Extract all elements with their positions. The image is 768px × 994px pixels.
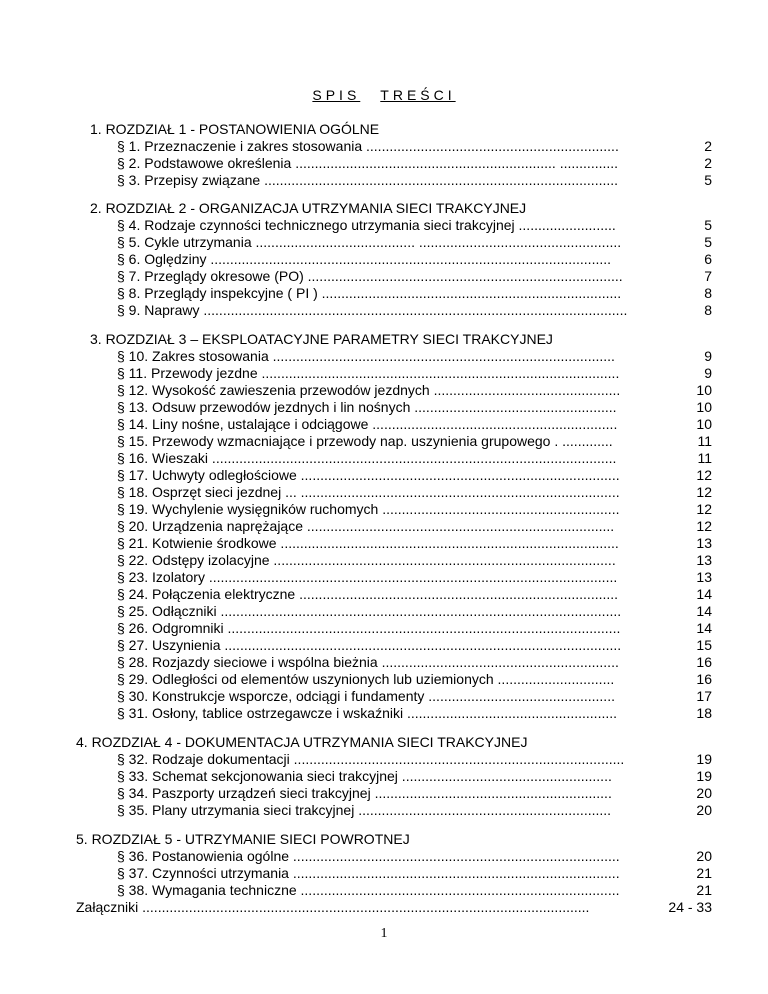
toc-entry <box>117 416 712 433</box>
toc-entry-text: § 11. Przewody jezdne ............................................................................................ <box>117 365 620 381</box>
toc-entry-page: 20 <box>696 802 712 818</box>
toc-entry-text: § 5. Cykle utrzymania ......................................... .................................................... <box>117 234 622 250</box>
chapter-heading: 2. ROZDZIAŁ 2 - ORGANIZACJA UTRZYMANIA SIECI TRAKCYJNEJ <box>90 200 527 216</box>
toc-entry-page: 20 <box>696 785 712 801</box>
toc-entry-page: 9 <box>704 365 712 381</box>
toc-entry-text: § 31. Osłony, tablice ostrzegawcze i wskaźniki ...................................................... <box>117 705 618 721</box>
toc-entry-page: 19 <box>696 751 712 767</box>
toc-entry <box>117 484 712 501</box>
toc-entry <box>117 637 712 654</box>
toc-entry-text: § 19. Wychylenie wysięgników ruchomych ............................................................. <box>117 501 620 517</box>
chapter-heading: 5. ROZDZIAŁ 5 - UTRZYMANIE SIECI POWROTNEJ <box>76 831 410 847</box>
toc-entry <box>117 302 712 319</box>
toc-entry-text: § 28. Rozjazdy sieciowe i wspólna bieżnia ............................................................. <box>117 654 619 670</box>
toc-entry-text: § 12. Wysokość zawieszenia przewodów jezdnych ................................................ <box>117 382 621 398</box>
toc-entry <box>117 518 712 535</box>
toc-entry <box>117 751 712 768</box>
toc-entry-text: § 30. Konstrukcje wsporcze, odciągi i fundamenty ................................................ <box>117 688 615 704</box>
toc-entry-page: 10 <box>696 382 712 398</box>
toc-entry <box>117 172 712 189</box>
title-word-1: SPIS <box>312 87 361 103</box>
toc-entry-page: 7 <box>704 268 712 284</box>
toc-entry-page: 5 <box>704 234 712 250</box>
toc-entry-text: § 35. Plany utrzymania sieci trakcyjnej ................................................................. <box>117 802 612 818</box>
toc-entry <box>117 620 712 637</box>
toc-entry-page: 11 <box>697 433 712 449</box>
toc-entry-text: § 21. Kotwienie środkowe ....................................................................................... <box>117 535 619 551</box>
toc-entry-page: 16 <box>696 654 712 670</box>
toc-entry <box>117 785 712 802</box>
toc-entry-page: 18 <box>696 705 712 721</box>
toc-entry-page: 11 <box>697 450 712 466</box>
toc-entry-page: 14 <box>696 586 712 602</box>
toc-entry-text: § 1. Przeznaczenie i zakres stosowania ................................................................. <box>117 138 619 154</box>
toc-entry-text: § 9. Naprawy ............................................................................................................. <box>117 302 628 318</box>
toc-entry-text: § 2. Podstawowe określenia ................................................................... ............... <box>117 155 619 171</box>
toc-entry-text: § 33. Schemat sekcjonowania sieci trakcyjnej ...................................................... <box>117 768 612 784</box>
toc-entry-text: § 18. Osprzęt sieci jezdnej ... .................................................................................. <box>117 484 620 500</box>
toc-entry-page: 20 <box>696 848 712 864</box>
toc-entry-text: § 7. Przeglądy okresowe (PO) ................................................................................. <box>117 268 623 284</box>
toc-entry <box>117 217 712 234</box>
toc-entry-text: § 20. Urządzenia naprężające ............................................................................... <box>117 518 615 534</box>
toc-entry <box>117 688 712 705</box>
toc-entry-page: 19 <box>696 768 712 784</box>
toc-entry-page: 2 <box>704 155 712 171</box>
toc-entry <box>117 671 712 688</box>
toc-entry-text: § 32. Rodzaje dokumentacji ..................................................................................... <box>117 751 625 767</box>
toc-entry <box>117 365 712 382</box>
toc-entry-page: 5 <box>704 172 712 188</box>
toc-entry <box>117 552 712 569</box>
toc-entry-text: § 36. Postanowienia ogólne .................................................................................... <box>117 848 620 864</box>
toc-entry-text: § 38. Wymagania techniczne .................................................................................. <box>117 882 620 898</box>
toc-entry-page: 8 <box>704 285 712 301</box>
toc-entry-text: § 14. Liny nośne, ustalające i odciągowe ............................................................... <box>117 416 618 432</box>
toc-entry-page: 13 <box>696 552 712 568</box>
toc-entry-page: 12 <box>696 518 712 534</box>
toc-entry-text: § 26. Odgromniki ..................................................................................................... <box>117 620 621 636</box>
toc-entry-page: 9 <box>704 348 712 364</box>
toc-entry-text: § 34. Paszporty urządzeń sieci trakcyjnej ............................................................. <box>117 785 612 801</box>
toc-entry <box>117 268 712 285</box>
toc-entry-text: § 10. Zakres stosowania ........................................................................................ <box>117 348 615 364</box>
toc-entry-text: § 17. Uchwyty odległościowe .................................................................................. <box>117 467 620 483</box>
toc-entry-page: 10 <box>696 399 712 415</box>
toc-entry <box>117 399 712 416</box>
toc-entry <box>117 654 712 671</box>
toc-entry-text: § 22. Odstępy izolacyjne ........................................................................................ <box>117 552 616 568</box>
toc-entry-text: § 3. Przepisy związane ........................................................................................... <box>117 172 619 188</box>
toc-entry-text: § 16. Wieszaki ........................................................................................................ <box>117 450 617 466</box>
toc-entry <box>117 705 712 722</box>
toc-entry <box>117 285 712 302</box>
toc-entry-text: § 27. Uszynienia ...................................................................................................... <box>117 637 622 653</box>
appendix-entry-page: 24 - 33 <box>668 899 712 915</box>
toc-entry <box>117 569 712 586</box>
toc-entry <box>117 586 712 603</box>
toc-entry-text: § 15. Przewody wzmacniające i przewody nap. uszynienia grupowego . ............. <box>117 433 613 449</box>
toc-entry-page: 15 <box>696 637 712 653</box>
toc-entry-page: 16 <box>696 671 712 687</box>
toc-entry-text: § 13. Odsuw przewodów jezdnych i lin nośnych .................................................... <box>117 399 617 415</box>
toc-entry <box>117 155 712 172</box>
toc-entry-page: 8 <box>704 302 712 318</box>
toc-entry-page: 14 <box>696 620 712 636</box>
toc-entry <box>117 802 712 819</box>
toc-entry-page: 13 <box>696 569 712 585</box>
toc-entry-text: § 25. Odłączniki ....................................................................................................... <box>117 603 622 619</box>
toc-entry-page: 17 <box>696 688 712 704</box>
toc-entry <box>117 535 712 552</box>
toc-entry-text: § 6. Oględziny ....................................................................................................... <box>117 251 612 267</box>
title-word-2: TREŚCI <box>380 87 456 103</box>
toc-entry-page: 13 <box>696 535 712 551</box>
toc-entry <box>117 501 712 518</box>
toc-entry-page: 6 <box>704 251 712 267</box>
toc-entry-page: 2 <box>704 138 712 154</box>
toc-entry-page: 10 <box>696 416 712 432</box>
toc-entry <box>117 382 712 399</box>
appendix-entry-text: Załączniki ................................................................................................................... <box>76 899 590 915</box>
toc-entry <box>117 467 712 484</box>
toc-entry <box>117 138 712 155</box>
toc-entry-text: § 8. Przeglądy inspekcyjne ( PI ) ............................................................................. <box>117 285 622 301</box>
toc-entry-page: 12 <box>696 501 712 517</box>
toc-entry-text: § 24. Połączenia elektryczne .................................................................................. <box>117 586 619 602</box>
toc-entry-page: 12 <box>696 484 712 500</box>
toc-entry-page: 14 <box>696 603 712 619</box>
toc-entry <box>117 234 712 251</box>
toc-entry <box>117 882 712 899</box>
page-number: 1 <box>380 926 388 941</box>
toc-entry-text: § 4. Rodzaje czynności technicznego utrzymania sieci trakcyjnej ......................... <box>117 217 616 233</box>
toc-entry-page: 21 <box>696 882 712 898</box>
toc-entry <box>117 603 712 620</box>
toc-entry <box>117 433 712 450</box>
toc-entry-text: § 29. Odległości od elementów uszynionych lub uziemionych .............................. <box>117 671 615 687</box>
page-title <box>0 87 768 103</box>
toc-entry-text: § 37. Czynności utrzymania .................................................................................... <box>117 865 620 881</box>
appendix-entry <box>76 899 712 916</box>
chapter-heading: 1. ROZDZIAŁ 1 - POSTANOWIENIA OGÓLNE <box>90 121 380 137</box>
toc-entry-page: 21 <box>696 865 712 881</box>
toc-entry <box>117 768 712 785</box>
chapter-heading: 3. ROZDZIAŁ 3 – EKSPLOATACYJNE PARAMETRY SIECI TRAKCYJNEJ <box>90 331 553 347</box>
toc-entry <box>117 348 712 365</box>
toc-entry-text: § 23. Izolatory ......................................................................................................... <box>117 569 618 585</box>
toc-entry <box>117 865 712 882</box>
toc-entry-page: 12 <box>696 467 712 483</box>
chapter-heading: 4. ROZDZIAŁ 4 - DOKUMENTACJA UTRZYMANIA SIECI TRAKCYJNEJ <box>76 734 528 750</box>
toc-entry-page: 5 <box>704 217 712 233</box>
toc-entry <box>117 450 712 467</box>
toc-entry <box>117 251 712 268</box>
toc-entry <box>117 848 712 865</box>
